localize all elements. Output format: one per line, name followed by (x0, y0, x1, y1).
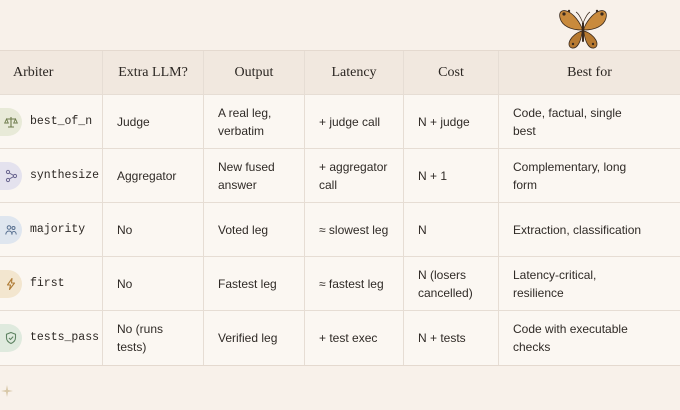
cost-cell-line: N + judge (418, 114, 470, 129)
best-for-cell-line: resilience (513, 285, 564, 300)
best-for-cell-line: Latency-critical, (513, 267, 597, 282)
cost-cell-line: N + tests (418, 331, 466, 345)
arbiter-name: majority (30, 222, 86, 236)
output-cell (204, 149, 305, 202)
lightning-icon (0, 270, 22, 298)
latency-cell (305, 311, 404, 365)
latency-cell-line: ≈ slowest leg (319, 222, 389, 237)
best-for-cell (499, 95, 680, 148)
cost-cell (404, 311, 499, 365)
output-cell (204, 311, 305, 365)
latency-cell (305, 257, 404, 310)
arbiter-cell (0, 95, 103, 148)
latency-cell-line: + aggregator (319, 159, 388, 174)
arbiter-cell (0, 257, 103, 310)
arbiter-name: tests_pass (30, 331, 100, 344)
header-extra-llm: Extra LLM? (103, 51, 204, 94)
header-arbiter: Arbiter (0, 51, 103, 94)
output-cell-line: A real leg, (218, 105, 272, 120)
arbiter-name: best_of_n (30, 114, 93, 128)
table-row (0, 95, 680, 149)
best-for-cell-line: Code with executable (513, 322, 628, 336)
best-for-cell (499, 203, 680, 256)
best-for-cell (499, 149, 680, 202)
extra-llm-cell (103, 203, 204, 256)
cost-cell-line: N (losers (418, 267, 467, 282)
extra-llm-cell-line: No (117, 222, 133, 237)
header-cost: Cost (404, 51, 499, 94)
latency-cell-line: + test exec (319, 331, 378, 345)
output-cell (204, 95, 305, 148)
latency-cell (305, 95, 404, 148)
cost-cell-line: cancelled) (418, 285, 473, 300)
output-cell-line: Fastest leg (218, 276, 277, 291)
extra-llm-cell-line: Judge (117, 114, 150, 129)
best-for-cell-line: best (513, 123, 536, 138)
arbiter-name: synthesize (30, 168, 100, 182)
best-for-cell (499, 311, 680, 365)
arbiter-cell (0, 149, 103, 202)
table-row (0, 149, 680, 203)
cost-cell (404, 203, 499, 256)
best-for-cell-line: Extraction, classification (513, 222, 642, 237)
extra-llm-cell (103, 95, 204, 148)
arbiter-comparison-table (0, 50, 680, 366)
output-cell (204, 203, 305, 256)
header-output: Output (204, 51, 305, 94)
arbiter-cell (0, 311, 103, 365)
cost-cell (404, 257, 499, 310)
extra-llm-cell-line: No (117, 276, 133, 291)
cost-cell-line: N + 1 (418, 168, 448, 183)
sparkle-icon (0, 384, 14, 398)
output-cell-line: Verified leg (218, 331, 278, 345)
output-cell-line: Voted leg (218, 222, 269, 237)
output-cell-line: New fused (218, 159, 275, 174)
latency-cell-line: ≈ fastest leg (319, 276, 384, 291)
merge-nodes-icon (0, 162, 22, 190)
table-header-row (0, 51, 680, 95)
latency-cell-line: + judge call (319, 114, 381, 129)
extra-llm-cell (103, 257, 204, 310)
header-best-for: Best for (567, 64, 612, 80)
best-for-cell (499, 257, 680, 310)
arbiter-cell (0, 203, 103, 256)
output-cell (204, 257, 305, 310)
best-for-cell-line: Complementary, long (513, 159, 627, 174)
cost-cell-line: N (418, 222, 427, 237)
butterfly-icon (553, 4, 613, 54)
cost-cell (404, 95, 499, 148)
output-cell-line: verbatim (218, 123, 265, 138)
shield-check-icon (0, 324, 22, 352)
arbiter-name: first (30, 276, 65, 290)
header-latency: Latency (305, 51, 404, 94)
table-row (0, 203, 680, 257)
scales-icon (0, 108, 22, 136)
best-for-cell-line: Code, factual, single (513, 105, 622, 120)
latency-cell-line: call (319, 177, 338, 192)
table-row (0, 257, 680, 311)
output-cell-line: answer (218, 177, 257, 192)
best-for-cell-line: form (513, 177, 537, 192)
extra-llm-cell-line: tests) (117, 340, 147, 354)
extra-llm-cell-line: No (runs (117, 322, 164, 336)
table-row (0, 311, 680, 365)
latency-cell (305, 203, 404, 256)
extra-llm-cell (103, 311, 204, 365)
latency-cell (305, 149, 404, 202)
extra-llm-cell (103, 149, 204, 202)
extra-llm-cell-line: Aggregator (117, 168, 177, 183)
cost-cell (404, 149, 499, 202)
people-icon (0, 216, 22, 244)
best-for-cell-line: checks (513, 340, 551, 354)
